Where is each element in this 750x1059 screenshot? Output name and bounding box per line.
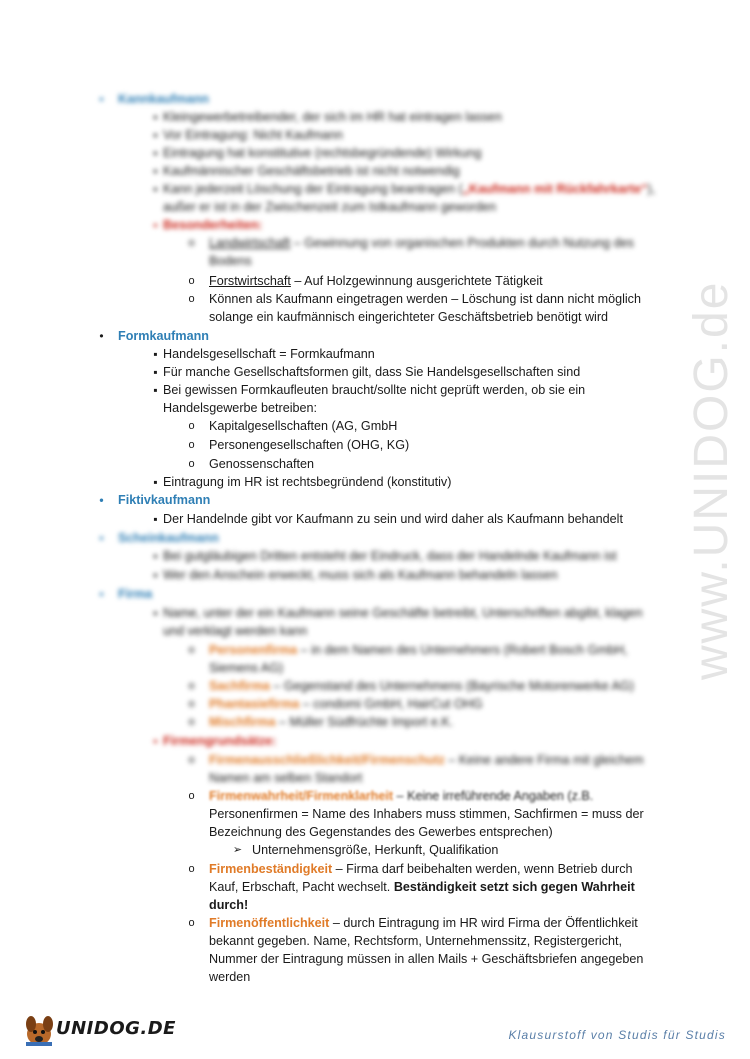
list-item-continuation: durch! bbox=[209, 898, 249, 912]
disc-bullet: • bbox=[99, 92, 104, 106]
term: Mischfirma bbox=[209, 715, 276, 729]
circle-bullet: o bbox=[188, 698, 195, 710]
square-bullet: ▪ bbox=[153, 110, 158, 124]
square-bullet: ▪ bbox=[153, 606, 158, 620]
list-item: Vor Eintragung: Nicht Kaufmann bbox=[163, 128, 343, 142]
circle-bullet: o bbox=[188, 293, 195, 305]
subheading: Besonderheiten: bbox=[163, 218, 263, 232]
text: Kann jederzeit Löschung der Eintragung beantragen ( bbox=[163, 182, 463, 196]
term: Firmenausschließlichkeit/Firmenschutz bbox=[209, 753, 445, 767]
circle-bullet: o bbox=[188, 237, 195, 249]
disc-bullet: • bbox=[99, 587, 104, 601]
bold-text: Beständigkeit setzt sich gegen Wahrheit bbox=[393, 880, 635, 894]
circle-bullet: o bbox=[188, 790, 195, 802]
list-item: Für manche Gesellschaftsformen gilt, dass Sie Handelsgesellschaften sind bbox=[163, 365, 581, 379]
list-item-continuation: Bodens bbox=[209, 254, 252, 268]
text: – Keine irreführende Angaben (z.B. bbox=[393, 789, 594, 803]
list-item: Der Handelnde gibt vor Kaufmann zu sein und wird daher als Kaufmann behandelt bbox=[163, 512, 623, 526]
disc-bullet: • bbox=[99, 329, 104, 343]
text: – Keine andere Firma mit gleichem bbox=[444, 753, 644, 767]
list-item: Name, unter der ein Kaufmann seine Geschäfte betreibt, Unterschriften abgibt, klagen bbox=[163, 606, 643, 620]
square-bullet: ▪ bbox=[153, 218, 158, 232]
circle-bullet: o bbox=[188, 420, 195, 432]
list-item bbox=[209, 272, 543, 290]
circle-bullet: o bbox=[188, 716, 195, 728]
circle-bullet: o bbox=[188, 644, 195, 656]
list-item: Personengesellschaften (OHG, KG) bbox=[209, 438, 410, 452]
circle-bullet: o bbox=[188, 863, 195, 875]
list-item: Eintragung hat konstitutive (rechtsbegründende) Wirkung bbox=[163, 146, 482, 160]
text: – durch Eintragung im HR wird Firma der Öffentlichkeit bbox=[329, 916, 638, 930]
disc-bullet: • bbox=[99, 531, 104, 545]
list-item-continuation: außer er ist in der Zwischenzeit zum Istkaufmann geworden bbox=[163, 200, 497, 214]
circle-bullet: o bbox=[188, 917, 195, 929]
square-bullet: ▪ bbox=[153, 512, 158, 526]
square-bullet: ▪ bbox=[153, 182, 158, 196]
list-item: Unternehmensgröße, Herkunft, Qualifikation bbox=[252, 843, 499, 857]
list-item bbox=[163, 180, 655, 198]
term: Phantasiefirma bbox=[209, 697, 300, 711]
circle-bullet: o bbox=[188, 439, 195, 451]
square-bullet: ▪ bbox=[153, 549, 158, 563]
circle-bullet: o bbox=[188, 754, 195, 766]
text: ), bbox=[647, 182, 656, 196]
term: Forstwirtschaft bbox=[209, 274, 291, 288]
square-bullet: ▪ bbox=[153, 365, 158, 379]
dog-icon bbox=[22, 1012, 56, 1048]
circle-bullet: o bbox=[188, 680, 195, 692]
list-item-continuation: Siemens AG) bbox=[209, 661, 284, 675]
footer-tagline: Klausurstoff von Studis für Studis bbox=[508, 1028, 726, 1042]
square-bullet: ▪ bbox=[153, 347, 158, 361]
list-item bbox=[209, 914, 638, 932]
text: – in dem Namen des Unternehmers (Robert Bosch GmbH, bbox=[297, 643, 628, 657]
list-item-continuation: werden bbox=[209, 970, 251, 984]
list-item-continuation: Nummer der Eintragung müssen in allen Mails + Geschäftsbriefen angegeben bbox=[209, 952, 644, 966]
term: Personenfirma bbox=[209, 643, 298, 657]
list-item bbox=[209, 234, 634, 252]
list-item: Wer den Anschein erweckt, muss sich als Kaufmann behandeln lassen bbox=[163, 568, 558, 582]
list-item: Eintragung im HR ist rechtsbegründend (konstitutiv) bbox=[163, 475, 452, 489]
text: – condomi GmbH, HairCut OHG bbox=[299, 697, 483, 711]
section-heading: Formkaufmann bbox=[118, 329, 209, 343]
list-item bbox=[209, 860, 633, 878]
term: Firmenöffentlichkeit bbox=[209, 916, 330, 930]
text: – Gewinnung von organischen Produkten durch Nutzung des bbox=[290, 236, 634, 250]
text: – Müller Südfrüchte Import e.K. bbox=[275, 715, 454, 729]
list-item bbox=[209, 751, 644, 769]
list-item: Genossenschaften bbox=[209, 457, 315, 471]
list-item-continuation: Personenfirmen = Name des Inhabers muss stimmen, Sachfirmen = muss der bbox=[209, 807, 644, 821]
section-heading: Fiktivkaufmann bbox=[118, 493, 211, 507]
list-item bbox=[209, 713, 453, 731]
circle-bullet: o bbox=[188, 458, 195, 470]
square-bullet: ▪ bbox=[153, 568, 158, 582]
list-item bbox=[209, 641, 628, 659]
section-heading: Firma bbox=[118, 587, 153, 601]
list-item: Bei gewissen Formkaufleuten braucht/sollte nicht geprüft werden, ob sie ein bbox=[163, 383, 586, 397]
list-item bbox=[209, 695, 483, 713]
list-item bbox=[209, 787, 593, 805]
list-item bbox=[209, 677, 634, 695]
list-item-continuation bbox=[209, 878, 635, 896]
section-heading: Scheinkaufmann bbox=[118, 531, 219, 545]
list-item: Bei gutgläubigen Dritten entsteht der Eindruck, dass der Handelnde Kaufmann ist bbox=[163, 549, 617, 563]
square-bullet: ▪ bbox=[153, 383, 158, 397]
list-item: Handelsgesellschaft = Formkaufmann bbox=[163, 347, 375, 361]
term: Firmenbeständigkeit bbox=[209, 862, 333, 876]
list-item-continuation: Namen am selben Standort bbox=[209, 771, 363, 785]
list-item: Kaufmännischer Geschäftsbetrieb ist nicht notwendig bbox=[163, 164, 460, 178]
square-bullet: ▪ bbox=[153, 475, 158, 489]
square-bullet: ▪ bbox=[153, 128, 158, 142]
term: Sachfirma bbox=[209, 679, 270, 693]
term: Landwirtschaft bbox=[209, 236, 291, 250]
highlight-text: „Kaufmann mit Rückfahrkarte“ bbox=[462, 182, 648, 196]
logo-text: UNIDOG.DE bbox=[56, 1018, 176, 1039]
list-item: Kleingewerbetreibender, der sich im HR hat eintragen lassen bbox=[163, 110, 502, 124]
watermark: www.UNIDOG.de bbox=[685, 280, 738, 680]
list-item: Kapitalgesellschaften (AG, GmbH bbox=[209, 419, 398, 433]
square-bullet: ▪ bbox=[153, 164, 158, 178]
square-bullet: ▪ bbox=[153, 734, 158, 748]
list-item: Können als Kaufmann eingetragen werden – Löschung ist dann nicht möglich bbox=[209, 292, 641, 306]
disc-bullet: • bbox=[99, 493, 104, 507]
subheading: Firmengrundsätze: bbox=[163, 734, 277, 748]
text: Kauf, Erbschaft, Pacht wechselt. bbox=[209, 880, 394, 894]
square-bullet: ▪ bbox=[153, 146, 158, 160]
circle-bullet: o bbox=[188, 275, 195, 287]
list-item-continuation: bekannt gegeben. Name, Rechtsform, Unternehmenssitz, Registergericht, bbox=[209, 934, 622, 948]
list-item-continuation: solange ein kaufmännisch eingerichteter Geschäftsbetrieb benötigt wird bbox=[209, 310, 609, 324]
term: Firmenwahrheit/Firmenklarheit bbox=[209, 789, 394, 803]
text: – Gegenstand des Unternehmens (Bayrische Motorenwerke AG) bbox=[269, 679, 634, 693]
arrow-bullet: ➢ bbox=[232, 844, 243, 856]
list-item-continuation: und verklagt werden kann bbox=[163, 624, 308, 638]
list-item-continuation: Handelsgewerbe betreiben: bbox=[163, 401, 318, 415]
text: – Auf Holzgewinnung ausgerichtete Tätigkeit bbox=[290, 274, 543, 288]
list-item-continuation: Bezeichnung des Gegenstandes des Gewerbes entsprechen) bbox=[209, 825, 553, 839]
text: – Firma darf beibehalten werden, wenn Betrieb durch bbox=[332, 862, 633, 876]
section-heading: Kannkaufmann bbox=[118, 92, 209, 106]
unidog-logo bbox=[22, 1012, 176, 1052]
